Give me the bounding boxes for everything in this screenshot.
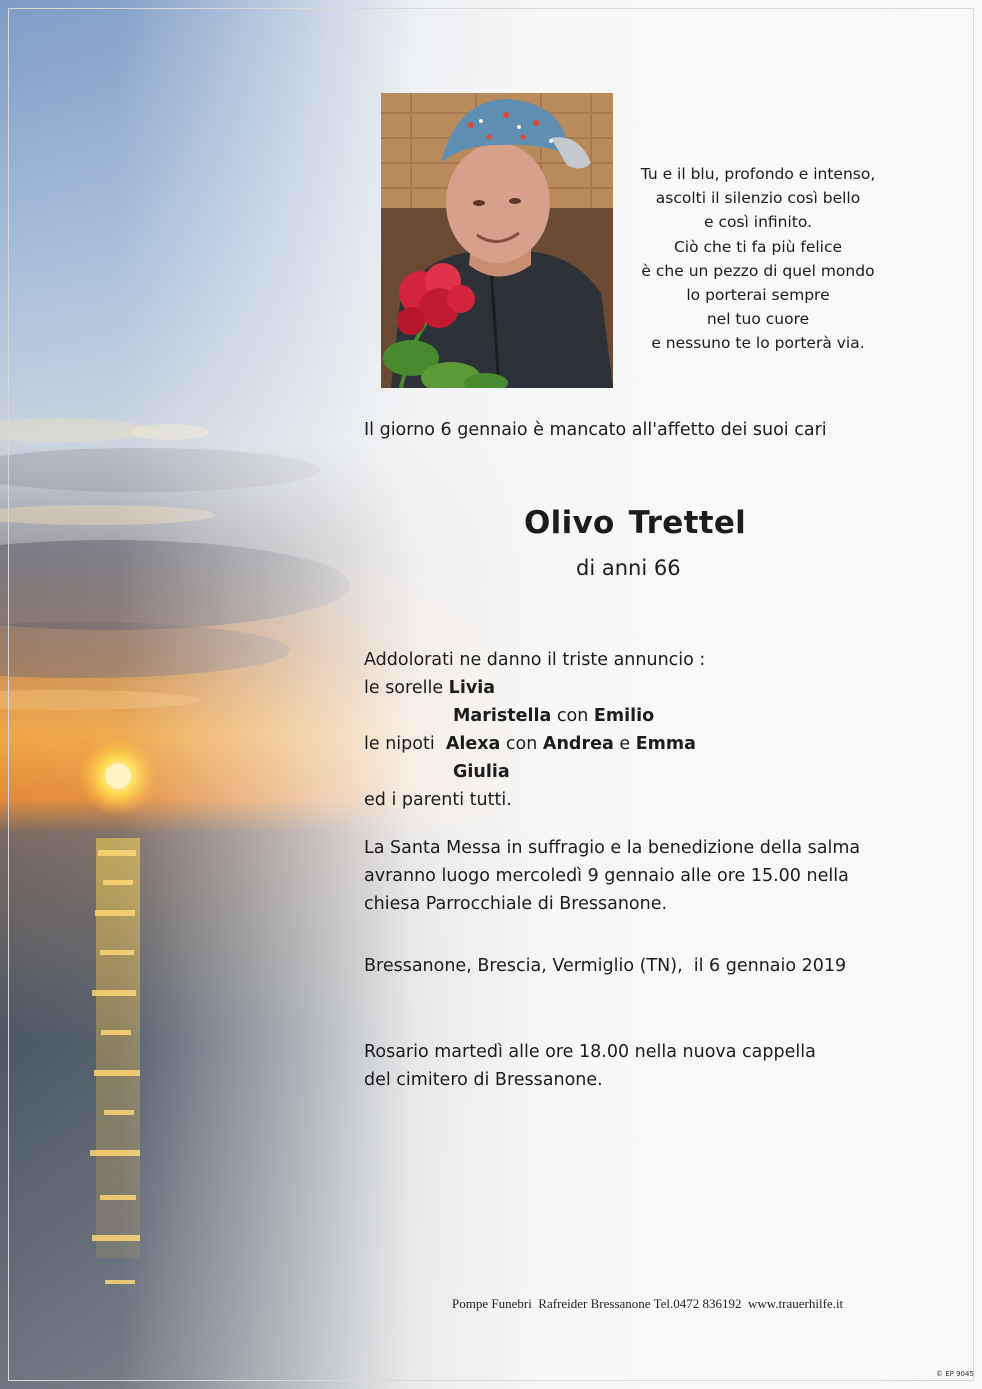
relatives-line: ed i parenti tutti. (364, 790, 512, 810)
deceased-name (524, 505, 746, 541)
rosary-line: del cimitero di Bressanone. (364, 1070, 603, 1090)
sister-name: Maristella (453, 706, 552, 726)
last-name: Trettel (628, 505, 747, 541)
poem-line: lo porterai sempre (686, 286, 830, 305)
poem (618, 162, 898, 356)
place-date: Bressanone, Brescia, Vermiglio (TN), il 6 gennaio 2019 (364, 956, 847, 976)
nephews-label: le nipoti (364, 734, 435, 754)
nephew-name: Giulia (453, 762, 510, 782)
poem-line: nel tuo cuore (706, 310, 810, 329)
poem-line: e così infinito. (703, 213, 812, 232)
nephew-3-line (453, 762, 510, 782)
intro-text: Il giorno 6 gennaio è mancato all'affetto dei suoi cari (364, 420, 827, 440)
sister-2-line (453, 706, 654, 726)
sister-name: Livia (448, 678, 496, 698)
poem-line: ascolti il silenzio così bello (655, 189, 861, 208)
partner-name: Emilio (593, 706, 655, 726)
mass-line: avranno luogo mercoledì 9 gennaio alle ore 15.00 nella (364, 866, 849, 886)
age-text: di anni 66 (576, 556, 681, 580)
sisters-label: le sorelle (364, 678, 444, 698)
partner-name: Andrea (542, 734, 614, 754)
rosary-line: Rosario martedì alle ore 18.00 nella nuova cappella (364, 1042, 816, 1062)
nephew-name: Emma (635, 734, 696, 754)
poem-line: e nessuno te lo porterà via. (651, 334, 865, 353)
portrait-photo (381, 93, 613, 388)
connector-word: con (505, 734, 538, 754)
poem-line: Tu e il blu, profondo e intenso, (640, 165, 876, 183)
nephew-name: Alexa (445, 734, 501, 754)
funeral-home-footer: Pompe Funebri Rafreider Bressanone Tel.0472 836192 www.trauerhilfe.it (452, 1296, 844, 1311)
connector-word: e (619, 734, 631, 754)
poem-line: Ciò che ti fa più felice (673, 237, 843, 256)
first-name: Olivo (524, 505, 615, 541)
sisters-line (364, 678, 495, 698)
mass-line: La Santa Messa in suffragio e la benedizione della salma (364, 838, 861, 858)
nephews-line (364, 734, 696, 754)
document-code: © EP 9045 (936, 1370, 974, 1378)
connector-word: con (556, 706, 589, 726)
poem-line: è che un pezzo di quel mondo (641, 261, 875, 280)
mass-line: chiesa Parrocchiale di Bressanone. (364, 894, 668, 914)
mourners-heading: Addolorati ne danno il triste annuncio : (364, 650, 706, 670)
